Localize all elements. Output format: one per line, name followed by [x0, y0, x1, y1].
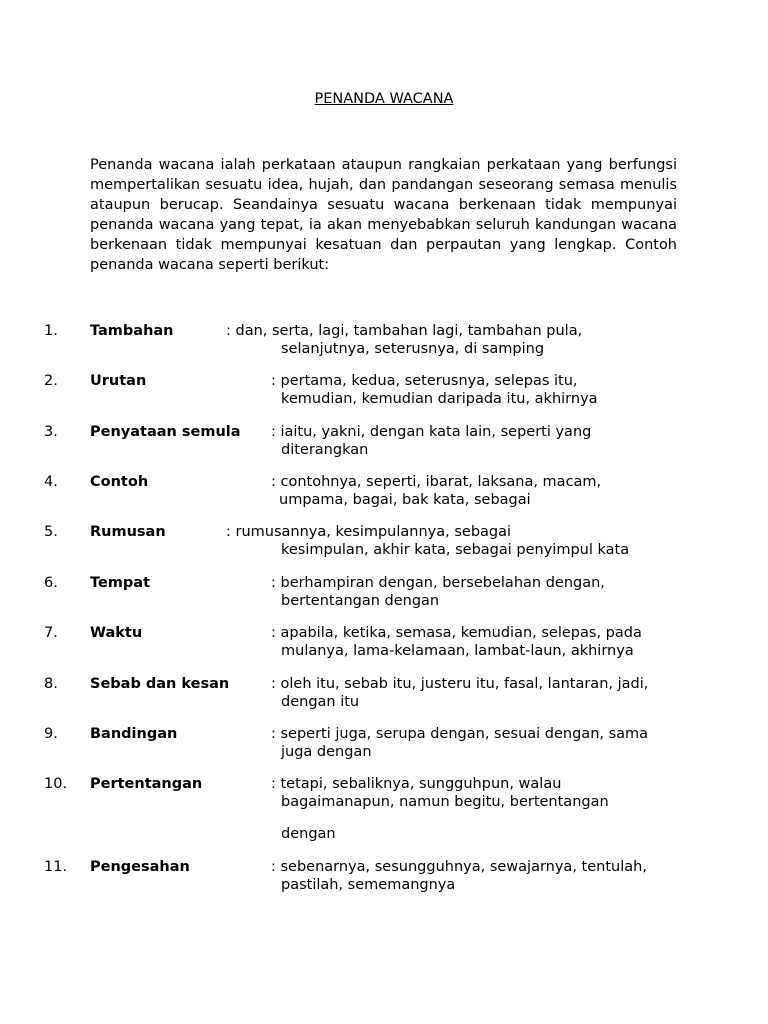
item-term: Penyataan semula	[90, 424, 241, 440]
document-title: PENANDA WACANA	[314, 91, 454, 107]
item-number: 5.	[44, 524, 58, 540]
item-number: 4.	[44, 474, 58, 490]
item-number: 8.	[44, 676, 58, 692]
item-term: Pertentangan	[90, 776, 203, 792]
item-examples-line2: selanjutnya, seterusnya, di samping	[281, 341, 545, 357]
item-examples-line2: umpama, bagai, bak kata, sebagai	[279, 492, 531, 508]
item-examples-line3: dengan	[281, 826, 336, 842]
item-examples-line2: bertentangan dengan	[281, 593, 440, 609]
item-examples-line2: juga dengan	[281, 744, 372, 760]
item-number: 11.	[44, 859, 68, 875]
item-examples-line1: : seperti juga, serupa dengan, sesuai dengan, sama	[271, 726, 649, 742]
item-term: Rumusan	[90, 524, 166, 540]
item-number: 2.	[44, 373, 58, 389]
item-examples-line1: : apabila, ketika, semasa, kemudian, selepas, pada	[271, 625, 642, 641]
item-examples-line1: : sebenarnya, sesungguhnya, sewajarnya, tentulah,	[271, 859, 647, 875]
item-examples-line1: : dan, serta, lagi, tambahan lagi, tambahan pula,	[226, 323, 583, 339]
item-term: Contoh	[90, 474, 149, 490]
item-term: Bandingan	[90, 726, 178, 742]
item-examples-line2: mulanya, lama-kelamaan, lambat-laun, akhirnya	[281, 643, 634, 659]
item-number: 3.	[44, 424, 58, 440]
item-examples-line1: : rumusannya, kesimpulannya, sebagai	[226, 524, 512, 540]
item-examples-line2: pastilah, sememangnya	[281, 877, 456, 893]
item-term: Tambahan	[90, 323, 174, 339]
item-examples-line1: : contohnya, seperti, ibarat, laksana, macam,	[271, 474, 602, 490]
item-examples-line2: kemudian, kemudian daripada itu, akhirnya	[281, 391, 598, 407]
item-number: 7.	[44, 625, 58, 641]
item-examples-line2: dengan itu	[281, 694, 360, 710]
item-number: 9.	[44, 726, 58, 742]
intro-paragraph: Penanda wacana ialah perkataan ataupun rangkaian perkataan yang berfungsi mempertalikan sesuatu idea, hujah, dan pandangan seseorang semasa menulis ataupun berucap. Seandainya sesuatu wacana berkenaan tidak mempunyai penanda wacana yang tepat, ia akan menyebabkan seluruh kandungan wacana berkenaan tidak mempunyai kesatuan dan perpautan yang lengkap. Contoh penanda wacana seperti berikut:	[90, 157, 677, 273]
item-examples-line1: : iaitu, yakni, dengan kata lain, seperti yang	[271, 424, 592, 440]
item-examples-line1: : pertama, kedua, seterusnya, selepas itu,	[271, 373, 578, 389]
item-examples-line2: bagaimanapun, namun begitu, bertentangan	[281, 794, 609, 810]
item-examples-line2: kesimpulan, akhir kata, sebagai penyimpul kata	[281, 542, 630, 558]
item-term: Waktu	[90, 625, 143, 641]
item-examples-line2: diterangkan	[281, 442, 369, 458]
item-examples-line1: : tetapi, sebaliknya, sungguhpun, walau	[271, 776, 562, 792]
item-term: Sebab dan kesan	[90, 676, 230, 692]
item-examples-line1: : oleh itu, sebab itu, justeru itu, fasal, lantaran, jadi,	[271, 676, 649, 692]
item-term: Urutan	[90, 373, 147, 389]
item-number: 6.	[44, 575, 58, 591]
item-term: Tempat	[90, 575, 151, 591]
item-term: Pengesahan	[90, 859, 190, 875]
item-number: 10.	[44, 776, 68, 792]
item-number: 1.	[44, 323, 58, 339]
item-examples-line1: : berhampiran dengan, bersebelahan dengan,	[271, 575, 605, 591]
